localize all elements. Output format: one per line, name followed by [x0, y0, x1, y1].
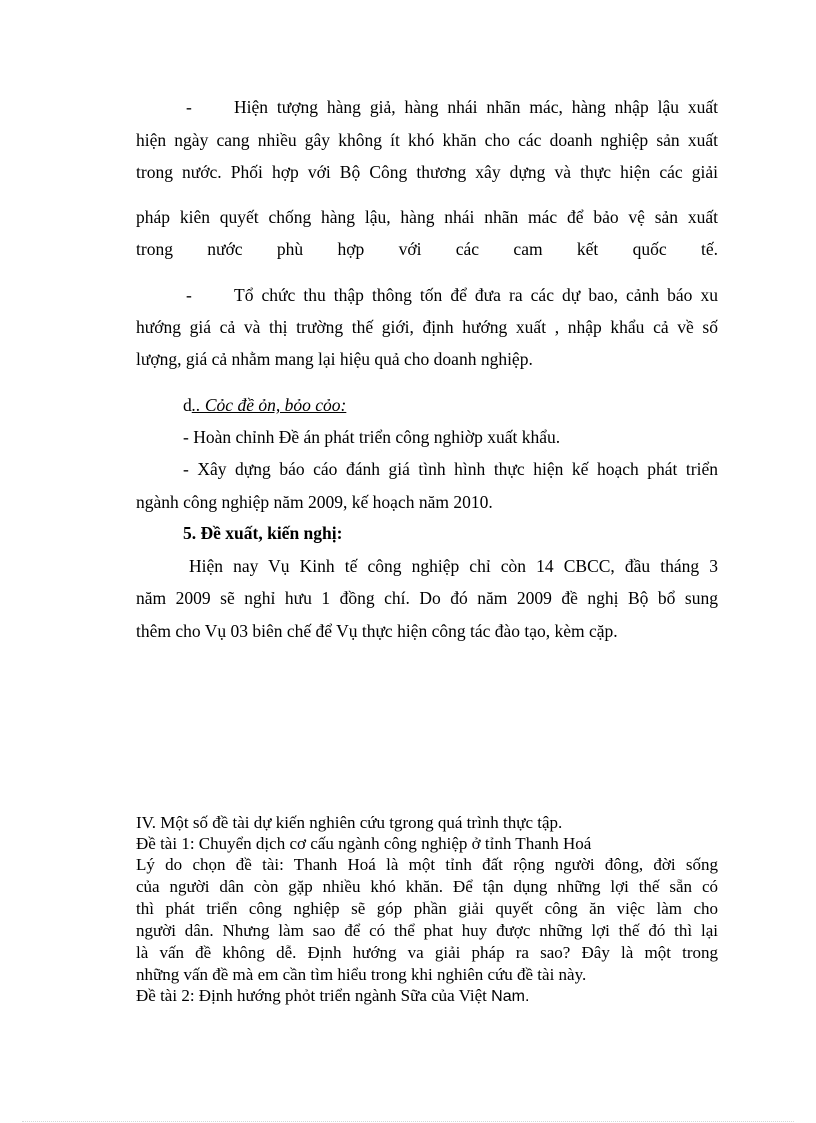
paragraph-1-line-2: hiện ngày cang nhiều gây không ít khó khăn cho các doanh nghiệp sản xuất: [136, 130, 718, 150]
reason-line-3: thì phát triển công nghiệp sẽ góp phần giải quyết công ăn việc làm cho: [136, 899, 718, 918]
topic-1: Đề tài 1: Chuyển dịch cơ cấu ngành công nghiệp ở tỉnh Thanh Hoá: [136, 834, 592, 853]
reason-line-5: là vấn đề không dễ. Định hướng va giải pháp ra sao? Đây là một trong: [136, 943, 718, 962]
section-d-item-2-line-2: ngành công nghiệp năm 2009, kế hoạch năm 2010.: [136, 492, 493, 512]
topic-2: [136, 985, 718, 1008]
paragraph-2-line-3: lượng, giá cả nhằm mang lại hiệu quả cho doanh nghiệp.: [136, 349, 533, 369]
section-d-item-1: - Hoàn chỉnh Đề án phát triển công nghiờp xuất khẩu.: [183, 427, 561, 447]
bullet-dash: -: [186, 97, 192, 117]
paragraph-1-line-4: pháp kiên quyết chống hàng lậu, hàng nhái nhãn mác để bảo vệ sản xuất: [136, 207, 718, 227]
section-5-heading: 5. Đề xuất, kiến nghị:: [183, 523, 343, 543]
section-d-heading: [183, 394, 765, 416]
section-d-title: .. Cỏc đề ỏn, bỏo cỏo:: [191, 395, 347, 415]
section-4-heading: IV. Một số đề tài dự kiến nghiên cứu tgrong quá trình thực tập.: [136, 813, 563, 832]
section-d-item-2-line-1: - Xây dựng báo cáo đánh giá tình hình thực hiện kế hoạch phát triển: [183, 459, 718, 479]
bullet-dash: -: [186, 285, 192, 305]
paragraph-2-line-1: Tổ chức thu thập thông tốn để đưa ra các dự bao, cảnh báo xu: [234, 285, 718, 305]
paragraph-1-line-1: Hiện tượng hàng giả, hàng nhái nhãn mác, hàng nhập lậu xuất: [234, 97, 718, 117]
reason-line-1: Lý do chọn đề tài: Thanh Hoá là một tỉnh đất rộng người đông, đời sống: [136, 855, 718, 874]
paragraph-2-line-2: hướng giá cả và thị trường thế giới, định hướng xuất , nhập khẩu cả về số: [136, 317, 718, 337]
topic-2-end: Nam.: [491, 988, 530, 1005]
paragraph-1-line-5: trong nước phù hợp với các cam kết quốc tế.: [136, 239, 718, 259]
reason-line-4: người dân. Nhưng làm sao để có thể phat huy được những lợi thế đó thì lại: [136, 921, 718, 940]
section-5-line-3: thêm cho Vụ 03 biên chế để Vụ thực hiện công tác đào tạo, kèm cặp.: [136, 621, 618, 641]
section-5-line-1: Hiện nay Vụ Kinh tế công nghiệp chỉ còn 14 CBCC, đầu tháng 3: [189, 556, 718, 576]
reason-line-6: những vấn đề mà em cần tìm hiểu trong khi nghiên cứu đề tài này.: [136, 965, 587, 984]
section-5-line-2: năm 2009 sẽ nghỉ hưu 1 đồng chí. Do đó năm 2009 đề nghị Bộ bổ sung: [136, 588, 718, 608]
reason-line-2: của người dân còn gặp nhiều khó khăn. Để tận dụng những lợi thế sẵn có: [136, 877, 718, 896]
paragraph-1-line-3: trong nước. Phối hợp với Bộ Công thương xây dựng và thực hiện các giải: [136, 162, 718, 182]
page-bottom-rule: [22, 1121, 794, 1122]
topic-2-main: Đề tài 2: Định hướng phỏt triển ngành Sữa của Việt: [136, 986, 492, 1005]
section-d-prefix: d: [183, 395, 192, 415]
